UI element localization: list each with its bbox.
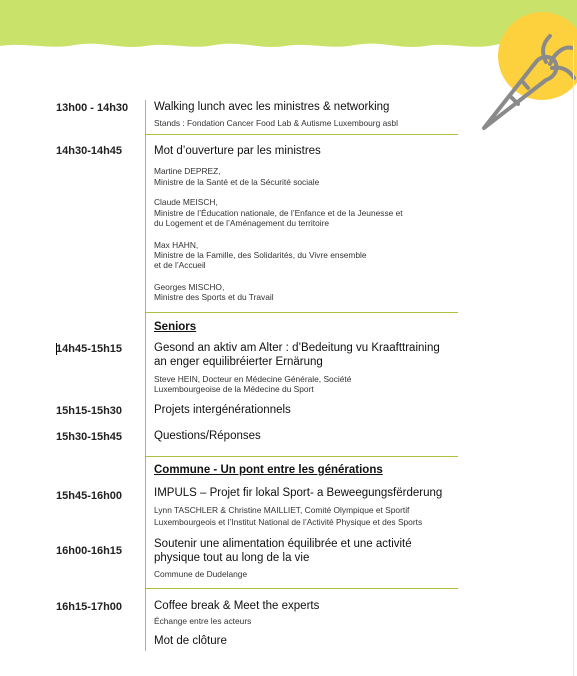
row-divider (145, 312, 458, 313)
column-divider-1 (145, 100, 146, 134)
agenda-item-title: Soutenir une alimentation équilibrée et une activité (154, 538, 412, 550)
agenda-item-subtitle: Lynn TASCHLER & Christine MAILLIET, Comité Olympique et Sportif (154, 505, 410, 515)
column-divider-2 (145, 135, 146, 312)
agenda-item-title: Gesond an aktiv am Alter : d’Bedeitung vu Kraafttraining (154, 342, 440, 354)
agenda-item-subtitle: Luxembourgeoise de la Médecine du Sport (154, 384, 314, 394)
time-slot: 15h45-16h00 (56, 490, 123, 502)
row-divider (145, 588, 458, 589)
time-slot: 15h30-15h45 (56, 431, 123, 443)
time-slot: 14h30-14h45 (56, 145, 123, 157)
speaker-name: Martine DEPREZ, (154, 166, 221, 176)
row-divider (145, 456, 458, 457)
speaker-role: et de l’Accueil (154, 260, 206, 270)
section-heading: Commune - Un pont entre les générations (154, 464, 383, 476)
agenda-item-subtitle: Luxembourgeois et l’Institut National de l’Activité Physique et des Sports (154, 517, 423, 527)
speaker-name: Max HAHN, (154, 240, 199, 250)
agenda-item-title: Mot de clôture (154, 635, 227, 647)
speaker-role: Ministre des Sports et du Travail (154, 292, 274, 302)
time-slot: 14h45-15h15 (56, 343, 123, 355)
row-divider (145, 134, 458, 135)
agenda-item-title: an enger equilibréierter Ernärung (154, 356, 323, 368)
page-edge-line (573, 40, 574, 676)
agenda-item-title: Projets intergénérationnels (154, 404, 291, 416)
agenda-item-title: IMPULS – Projet fir lokal Sport- a Beweegungsfërderung (154, 487, 443, 499)
column-divider-5 (145, 589, 146, 651)
column-divider-4 (145, 457, 146, 588)
agenda-item-subtitle: Steve HEIN, Docteur en Médecine Générale, Société (154, 374, 352, 384)
agenda-item-subtitle: Stands : Fondation Cancer Food Lab & Autisme Luxembourg asbl (154, 118, 398, 128)
speaker-role: Ministre de l’Éducation nationale, de l’Enfance et de la Jeunesse et (154, 208, 403, 218)
carrot-icon (470, 6, 577, 136)
agenda-item-title: Walking lunch avec les ministres & networking (154, 101, 390, 113)
agenda-item-title: Mot d’ouverture par les ministres (154, 145, 321, 157)
time-slot: 15h15-15h30 (56, 405, 123, 417)
speaker-role: du Logement et de l’Aménagement du territoire (154, 218, 330, 228)
agenda-item-subtitle: Commune de Dudelange (154, 569, 248, 579)
section-heading: Seniors (154, 321, 197, 333)
time-slot: 16h15-17h00 (56, 601, 123, 613)
column-divider-3 (145, 313, 146, 456)
agenda-item-title: Questions/Réponses (154, 430, 261, 442)
speaker-role: Ministre de la Famille, des Solidarités, du Vivre ensemble (154, 250, 367, 260)
time-slot: 13h00 - 14h30 (56, 102, 129, 114)
speaker-name: Georges MISCHO, (154, 282, 225, 292)
agenda-item-title: Coffee break & Meet the experts (154, 600, 320, 612)
speaker-role: Ministre de la Santé et de la Sécurité sociale (154, 177, 320, 187)
time-slot: 16h00-16h15 (56, 545, 123, 557)
speaker-name: Claude MEISCH, (154, 197, 218, 207)
agenda-item-title: physique tout au long de la vie (154, 552, 310, 564)
agenda-item-subtitle: Échange entre les acteurs (154, 616, 252, 626)
